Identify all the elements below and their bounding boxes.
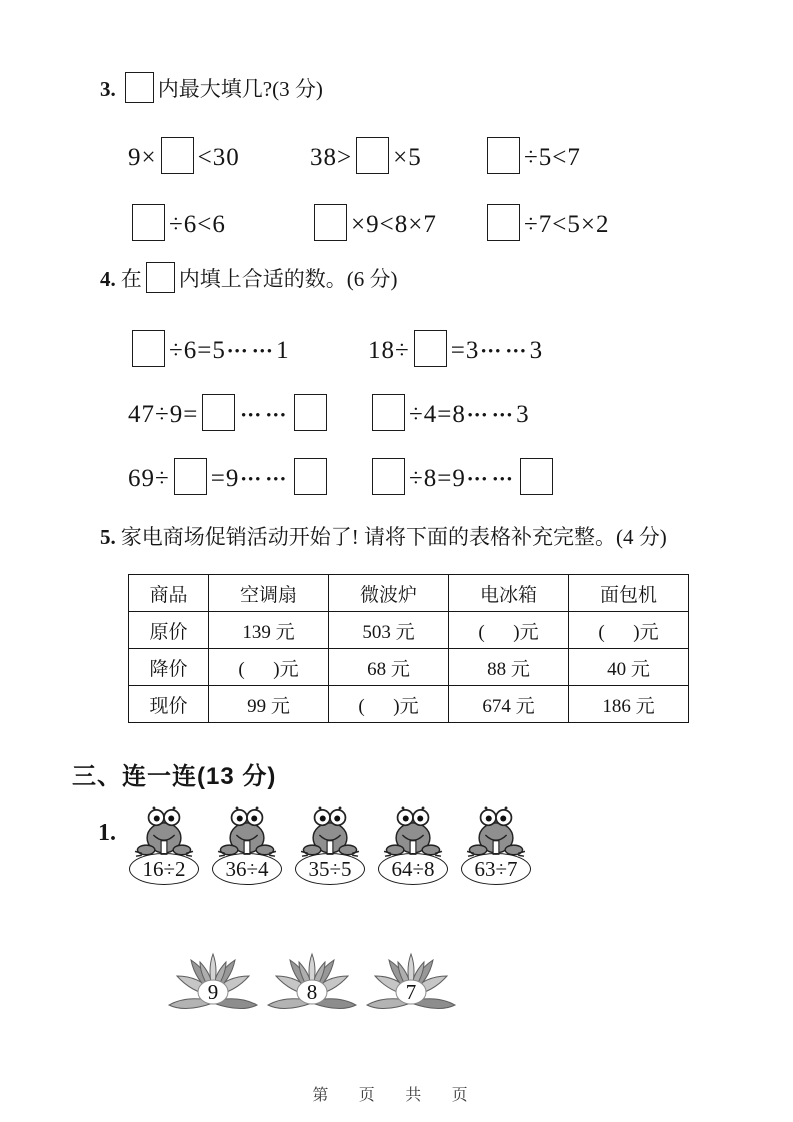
answer-box[interactable]	[520, 458, 553, 495]
frog-item-35div5[interactable]	[290, 806, 370, 885]
price-table	[128, 574, 689, 723]
row-label-discount: 降价	[129, 649, 209, 686]
cell-original-fridge-blank[interactable]: ( )元	[449, 612, 569, 649]
lotus-icon	[165, 950, 261, 1020]
answer-box[interactable]	[161, 137, 194, 174]
question-5-title: 家电商场促销活动开始了! 请将下面的表格补充完整。(4 分)	[120, 525, 667, 549]
expression-18div-eq3-r3: 18÷ =3 ••• •••3	[368, 330, 728, 367]
expression-div5-lt-7: ÷5<7	[483, 137, 768, 174]
answer-box[interactable]	[174, 458, 207, 495]
ellipsis-dots: •••	[481, 342, 503, 358]
page-footer: 第 页 共 页	[312, 1087, 481, 1104]
row-label-original-price: 原价	[129, 612, 209, 649]
ellipsis-dots: •••	[253, 342, 275, 358]
ellipsis-dots: •••	[493, 470, 515, 486]
question-3-expressions	[128, 122, 768, 256]
table-row	[129, 686, 689, 723]
frog-item-16div2[interactable]	[124, 806, 204, 885]
question-4-expressions	[128, 316, 728, 508]
ellipsis-dots: •••	[241, 406, 263, 422]
answer-box[interactable]	[414, 330, 447, 367]
cell-discount-microwave: 68 元	[329, 649, 449, 686]
lotus-icon	[264, 950, 360, 1020]
row-label-current-price: 现价	[129, 686, 209, 723]
match-frogs-row	[98, 806, 539, 885]
expression-9x-lt-30: 9× <30	[128, 137, 310, 174]
answer-box[interactable]	[125, 72, 154, 103]
frog-label[interactable]: 63÷7	[461, 853, 531, 885]
question-3-number: 3.	[100, 77, 116, 101]
ellipsis-dots: •••	[266, 470, 288, 486]
cell-discount-breadmaker: 40 元	[569, 649, 689, 686]
answer-box[interactable]	[146, 262, 175, 293]
question-3-title: 内最大填几?(3 分)	[121, 77, 323, 101]
answer-box[interactable]	[487, 204, 520, 241]
frog-label[interactable]: 35÷5	[295, 853, 365, 885]
table-row	[129, 612, 689, 649]
question-3-heading	[100, 72, 323, 103]
header-microwave: 微波炉	[329, 575, 449, 612]
lotus-item-7[interactable]	[363, 950, 459, 1025]
header-fridge: 电冰箱	[449, 575, 569, 612]
answer-box[interactable]	[372, 458, 405, 495]
answer-box[interactable]	[132, 204, 165, 241]
expression-div7-lt-5x2: ÷7<5×2	[483, 204, 768, 241]
lotus-icon	[363, 950, 459, 1020]
ellipsis-dots: •••	[227, 342, 249, 358]
expression-69div-eq9: 69÷ =9 ••• •••	[128, 458, 368, 495]
expression-div8-eq9: ÷8=9 ••• •••	[368, 458, 728, 495]
cell-original-microwave: 503 元	[329, 612, 449, 649]
expression-x9-lt-8x7: ×9<8×7	[310, 204, 483, 241]
expression-div4-eq8-r3: ÷4=8 ••• •••3	[368, 394, 728, 431]
answer-box[interactable]	[202, 394, 235, 431]
lotus-number[interactable]: 9	[207, 980, 219, 1004]
lotus-item-8[interactable]	[264, 950, 360, 1025]
expression-div6-eq5-r1: ÷6=5 ••• •••1	[128, 330, 368, 367]
match-lotus-row	[165, 950, 462, 1025]
frog-item-64div8[interactable]	[373, 806, 453, 885]
header-fan: 空调扇	[209, 575, 329, 612]
frog-label[interactable]: 16÷2	[129, 853, 199, 885]
table-row	[129, 649, 689, 686]
section-3-heading: 三、连一连(13 分)	[72, 763, 277, 790]
question-5-number: 5.	[100, 525, 116, 549]
answer-box[interactable]	[356, 137, 389, 174]
answer-box[interactable]	[132, 330, 165, 367]
ellipsis-dots: •••	[467, 470, 489, 486]
frog-item-63div7[interactable]	[456, 806, 536, 885]
cell-original-fan: 139 元	[209, 612, 329, 649]
sub-question-number: 1.	[98, 820, 116, 846]
answer-box[interactable]	[487, 137, 520, 174]
cell-discount-fridge: 88 元	[449, 649, 569, 686]
lotus-item-9[interactable]	[165, 950, 261, 1025]
answer-box[interactable]	[314, 204, 347, 241]
question-5-heading	[100, 521, 667, 551]
header-product: 商品	[129, 575, 209, 612]
expression-47div9: 47÷9= ••• •••	[128, 394, 368, 431]
header-breadmaker: 面包机	[569, 575, 689, 612]
cell-current-microwave-blank[interactable]: ( )元	[329, 686, 449, 723]
cell-current-fridge: 674 元	[449, 686, 569, 723]
ellipsis-dots: •••	[506, 342, 528, 358]
lotus-number[interactable]: 8	[306, 980, 318, 1004]
ellipsis-dots: •••	[241, 470, 263, 486]
expression-38-gt-x5: 38> ×5	[310, 137, 483, 174]
ellipsis-dots: •••	[493, 406, 515, 422]
expression-div6-lt-6: ÷6<6	[128, 204, 310, 241]
frog-label[interactable]: 36÷4	[212, 853, 282, 885]
question-4-heading	[100, 262, 398, 293]
ellipsis-dots: •••	[266, 406, 288, 422]
answer-box[interactable]	[294, 458, 327, 495]
question-4-title: 在 内填上合适的数。(6 分)	[121, 267, 398, 291]
cell-discount-fan-blank[interactable]: ( )元	[209, 649, 329, 686]
table-header-row	[129, 575, 689, 612]
lotus-number[interactable]: 7	[405, 980, 417, 1004]
ellipsis-dots: •••	[467, 406, 489, 422]
frog-label[interactable]: 64÷8	[378, 853, 448, 885]
cell-current-fan: 99 元	[209, 686, 329, 723]
answer-box[interactable]	[372, 394, 405, 431]
question-4-number: 4.	[100, 267, 116, 291]
cell-current-breadmaker: 186 元	[569, 686, 689, 723]
cell-original-breadmaker-blank[interactable]: ( )元	[569, 612, 689, 649]
frog-item-36div4[interactable]	[207, 806, 287, 885]
answer-box[interactable]	[294, 394, 327, 431]
